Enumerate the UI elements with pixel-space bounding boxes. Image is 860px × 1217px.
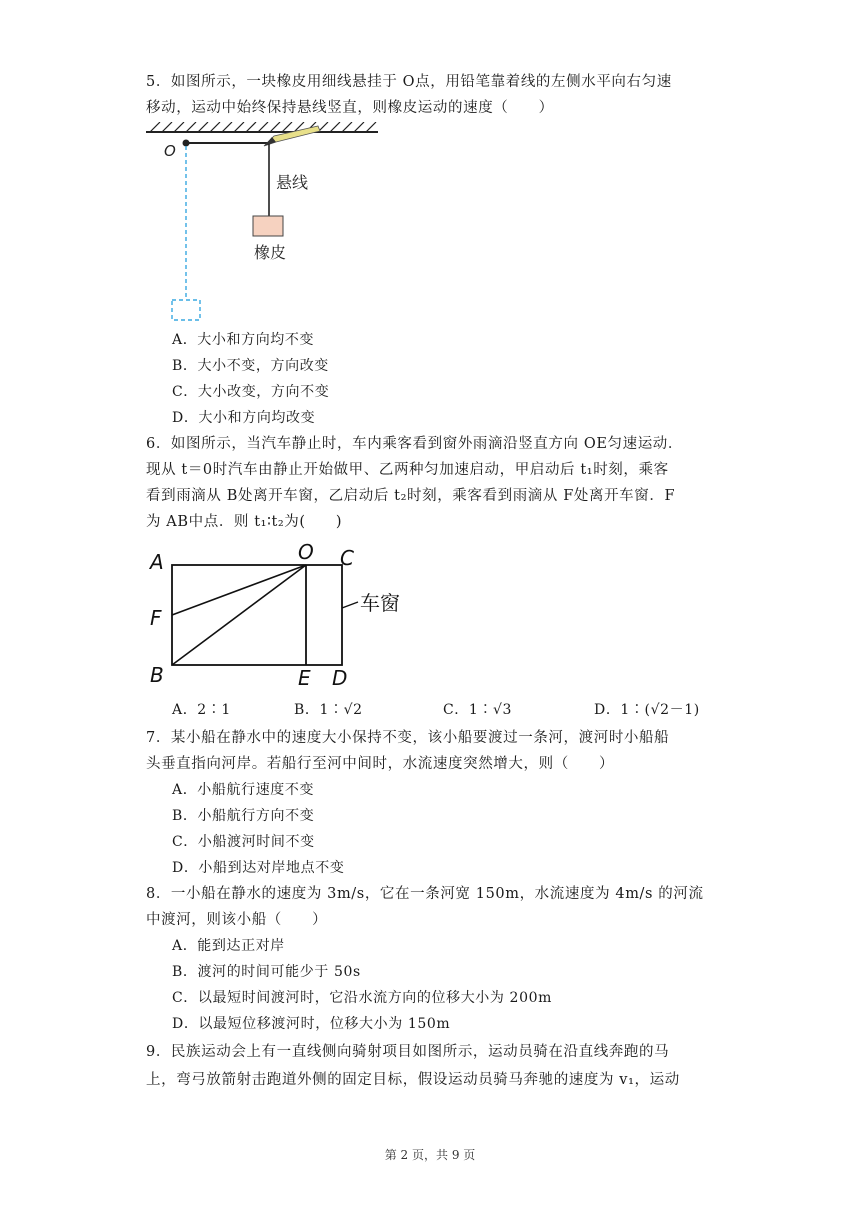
q6-option-b: B．1∶√2 bbox=[294, 702, 363, 718]
q6-stem-line-3: 看到雨滴从 B处离开车窗，乙启动后 t₂时刻，乘客看到雨滴从 F处离开车窗．F bbox=[146, 488, 676, 504]
eraser-final-position bbox=[172, 300, 200, 320]
q7-stem-line-2: 头垂直指向河岸。若船行至河中间时，水流速度突然增大，则（ ） bbox=[146, 756, 615, 772]
q8-option-b: B．渡河的时间可能少于 50s bbox=[172, 964, 361, 980]
q8-stem-line-1: 8．一小船在静水的速度为 3m/s，它在一条河宽 150m，水流速度为 4m/s 的河流 bbox=[146, 886, 704, 902]
q5-option-d: D．大小和方向均改变 bbox=[172, 410, 316, 426]
q8-option-a: A．能到达正对岸 bbox=[172, 938, 285, 954]
q9-stem-line-2: 上，弯弓放箭射击跑道外侧的固定目标，假设运动员骑马奔驰的速度为 v₁，运动 bbox=[146, 1072, 680, 1088]
q5-option-a: A．大小和方向均不变 bbox=[172, 332, 315, 348]
label-A: A bbox=[150, 550, 164, 574]
q5-option-b: B．大小不变，方向改变 bbox=[172, 358, 329, 374]
page-footer: 第 2 页，共 9 页 bbox=[384, 1148, 476, 1162]
eraser-block bbox=[253, 216, 283, 236]
label-D: D bbox=[332, 666, 348, 690]
q5-stem-line-2: 移动，运动中始终保持悬线竖直，则橡皮运动的速度（ ） bbox=[146, 100, 554, 116]
q6-option-a: A．2∶1 bbox=[172, 702, 231, 718]
q6-option-c: C．1∶√3 bbox=[443, 702, 513, 718]
label-window: 车窗 bbox=[360, 591, 400, 615]
q7-option-b: B．小船航行方向不变 bbox=[172, 808, 315, 824]
q6-figure bbox=[146, 542, 426, 692]
q8-option-d: D．以最短位移渡河时，位移大小为 150m bbox=[172, 1016, 451, 1032]
q7-option-a: A．小船航行速度不变 bbox=[172, 782, 315, 798]
q5-option-c: C．大小改变，方向不变 bbox=[172, 384, 330, 400]
pivot-dot bbox=[183, 140, 190, 147]
q6-stem-line-1: 6．如图所示，当汽车静止时，车内乘客看到窗外雨滴沿竖直方向 OE匀速运动． bbox=[146, 436, 684, 452]
q8-option-c: C．以最短时间渡河时，它沿水流方向的位移大小为 200m bbox=[172, 990, 552, 1006]
q6-option-d: D．1∶(√2－1) bbox=[594, 702, 700, 718]
q7-option-c: C．小船渡河时间不变 bbox=[172, 834, 315, 850]
label-O: O bbox=[298, 542, 314, 564]
label-B: B bbox=[150, 663, 164, 687]
label-F: F bbox=[150, 606, 162, 630]
q5-stem-line-1: 5．如图所示，一块橡皮用细线悬挂于 O点，用铅笔靠着线的左侧水平向右匀速 bbox=[146, 74, 672, 90]
label-O: O bbox=[164, 142, 176, 160]
q6-stem-line-2: 现从 t＝0时汽车由静止开始做甲、乙两种匀加速启动，甲启动后 t₁时刻，乘客 bbox=[146, 462, 669, 478]
q5-figure bbox=[146, 122, 386, 322]
label-thread: 悬线 bbox=[276, 173, 309, 192]
label-C: C bbox=[340, 546, 354, 570]
label-E: E bbox=[298, 666, 311, 690]
q6-stem-line-4: 为 AB中点．则 t₁∶t₂为( ) bbox=[146, 514, 343, 530]
q7-option-d: D．小船到达对岸地点不变 bbox=[172, 860, 345, 876]
label-eraser: 橡皮 bbox=[254, 243, 287, 262]
q7-stem-line-1: 7．某小船在静水中的速度大小保持不变，该小船要渡过一条河，渡河时小船船 bbox=[146, 730, 670, 746]
q9-stem-line-1: 9．民族运动会上有一直线侧向骑射项目如图所示，运动员骑在沿直线奔跑的马 bbox=[146, 1044, 670, 1060]
q8-stem-line-2: 中渡河，则该小船（ ） bbox=[146, 912, 328, 928]
